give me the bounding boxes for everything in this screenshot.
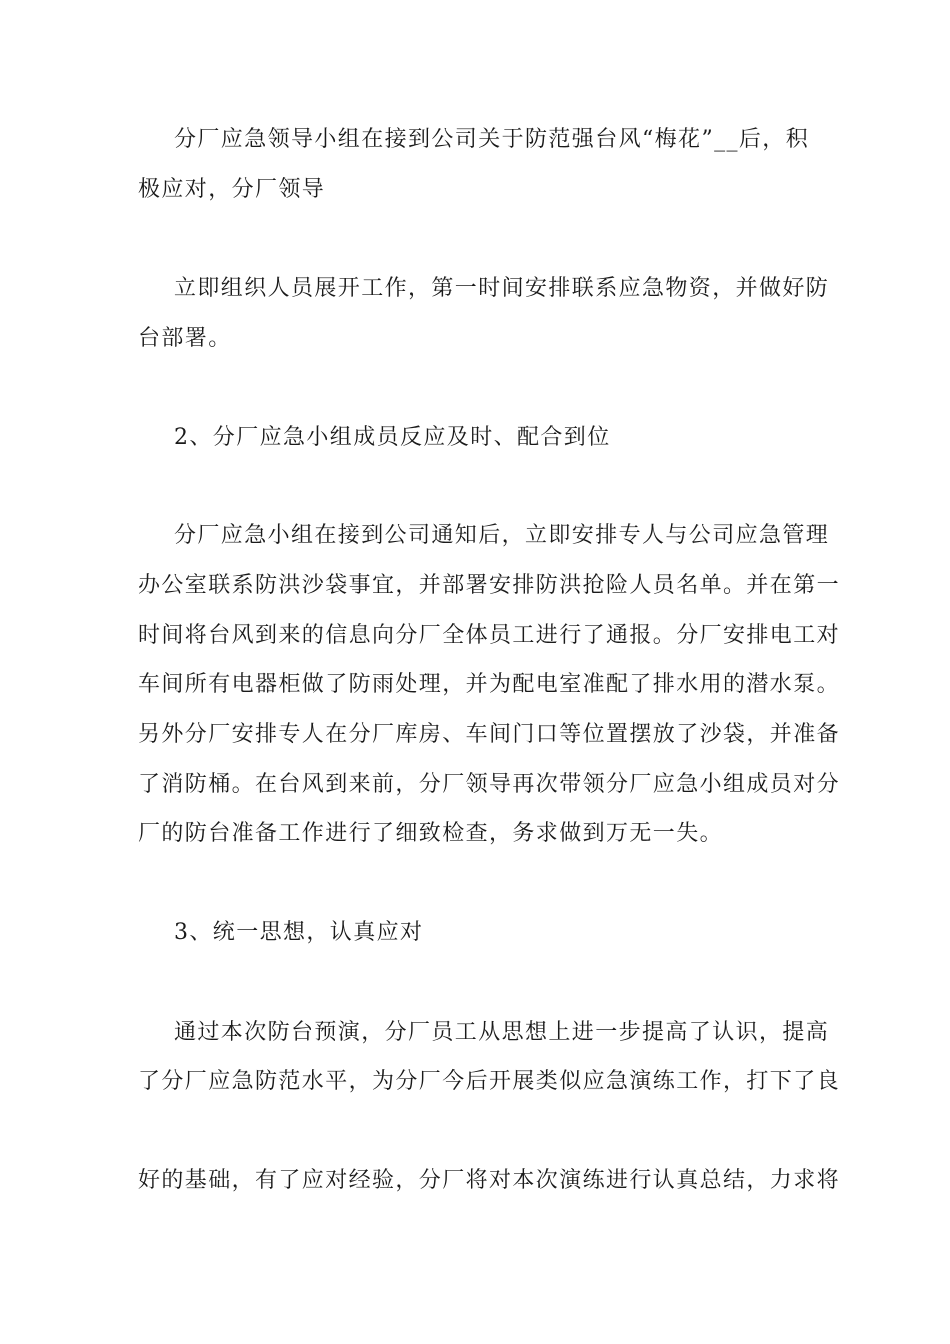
paragraph-5-line-1: 好的基础，有了应对经验，分厂将对本次演练进行认真总结，力求将: [138, 1168, 841, 1193]
section-heading-2: 2、分厂应急小组成员反应及时、配合到位: [174, 425, 611, 450]
paragraph-3-line-3: 时间将台风到来的信息向分厂全体员工进行了通报。分厂安排电工对: [138, 623, 841, 648]
paragraph-4-line-1: 通过本次防台预演，分厂员工从思想上进一步提高了认识，提高: [174, 1020, 830, 1045]
paragraph-3-line-7: 厂的防台准备工作进行了细致检查，务求做到万无一失。: [138, 821, 724, 846]
paragraph-1-line-2: 极应对，分厂领导: [138, 177, 326, 202]
paragraph-4-line-2: 了分厂应急防范水平，为分厂今后开展类似应急演练工作，打下了良: [138, 1069, 841, 1094]
paragraph-3-line-1: 分厂应急小组在接到公司通知后，立即安排专人与公司应急管理: [174, 523, 830, 548]
paragraph-3-line-5: 另外分厂安排专人在分厂库房、车间门口等位置摆放了沙袋，并准备: [138, 722, 841, 747]
paragraph-1-line-1: 分厂应急领导小组在接到公司关于防范强台风“梅花”__后，积: [174, 127, 810, 152]
paragraph-2-line-2: 台部署。: [138, 326, 232, 351]
section-heading-3: 3、统一思想，认真应对: [174, 920, 424, 945]
paragraph-3-line-6: 了消防桶。在台风到来前，分厂领导再次带领分厂应急小组成员对分: [138, 772, 841, 797]
paragraph-2-line-1: 立即组织人员展开工作，第一时间安排联系应急物资，并做好防: [174, 276, 830, 301]
paragraph-3-line-4: 车间所有电器柜做了防雨处理，并为配电室准配了排水用的潜水泵。: [138, 672, 841, 697]
paragraph-3-line-2: 办公室联系防洪沙袋事宜，并部署安排防洪抢险人员名单。并在第一: [138, 573, 841, 598]
